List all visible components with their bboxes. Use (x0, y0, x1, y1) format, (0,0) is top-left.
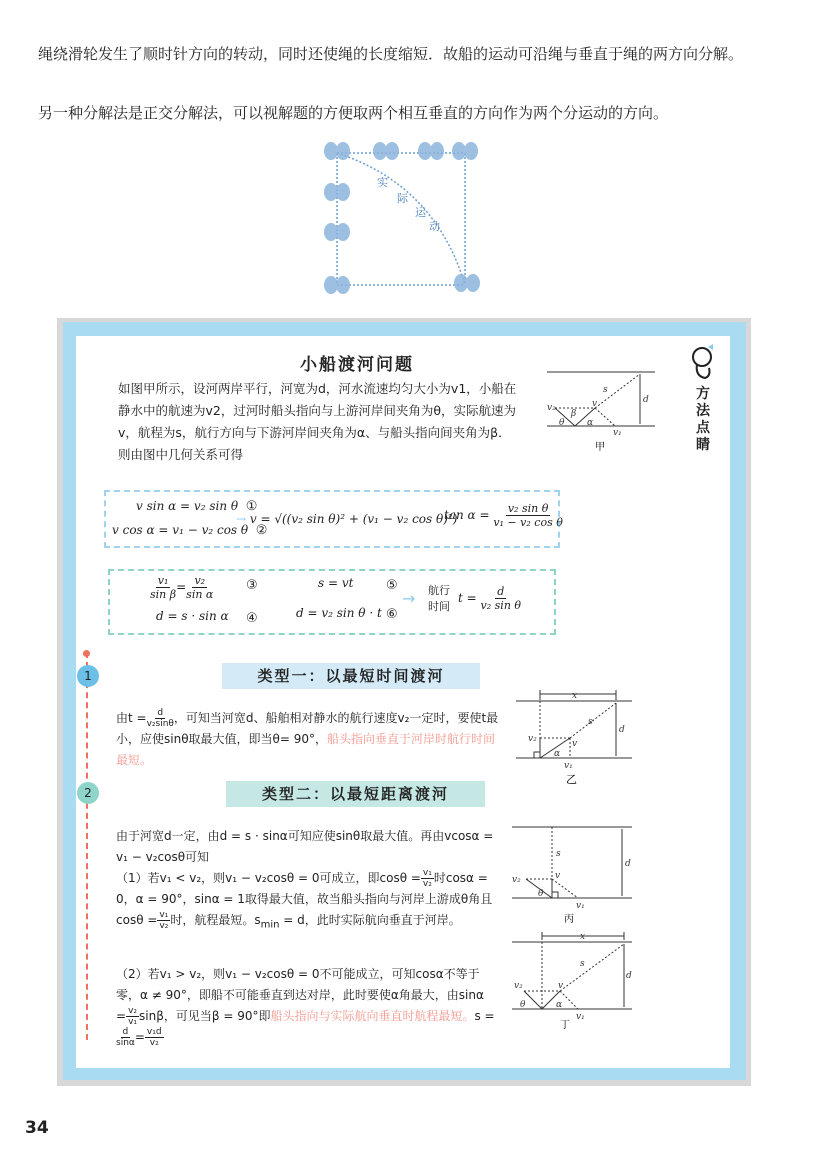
mascot-icon (689, 342, 717, 382)
butterfly-motion-diagram (315, 135, 495, 305)
arrow-icon: → (402, 589, 416, 608)
label-alpha: α (554, 749, 561, 759)
subscript: min (260, 919, 280, 931)
label-alpha: α (587, 418, 594, 428)
figure-yi (512, 686, 638, 786)
equation-number: ④ (246, 611, 258, 626)
equation-4: d = s · sin α (156, 609, 229, 623)
side-label-char: 点 (696, 420, 710, 436)
frac-num: v₂ (128, 1006, 137, 1016)
t-lhs: t = (458, 591, 477, 605)
section-number-2: 2 (77, 782, 99, 804)
frac-num: v₁ (159, 910, 169, 920)
label-x: x (572, 691, 578, 701)
type2-paragraph-1: 由于河宽d一定，由d = s · sinα可知应使sinθ取最大值。再由vcosα = v₁ − v₂cosθ可知 (116, 829, 494, 864)
section-number-1: 1 (77, 665, 99, 687)
tan-numerator: v₂ sin θ (507, 502, 549, 515)
equation-2: v cos α = v₁ − v₂ cos θ (112, 523, 249, 537)
page-number: 34 (25, 1118, 49, 1138)
side-label-char: 方 (696, 386, 710, 402)
label-v2: v₂ (514, 981, 523, 991)
frac-num: v₁ (422, 868, 432, 878)
label-s: s (556, 849, 561, 859)
type2-heading: 类型二：以最短距离渡河 (226, 781, 485, 807)
equation-number: ⑥ (386, 607, 398, 622)
type2-paragraph-2 (116, 868, 496, 935)
motion-label: 动 (429, 220, 440, 233)
label-d: d (619, 725, 625, 735)
time-label: 航行 (428, 584, 450, 597)
label-v1: v₁ (576, 1012, 585, 1022)
label-alpha: α (556, 1000, 563, 1010)
formula-box-2 (108, 569, 556, 635)
highlight-text: 船头指向垂直于河岸时航行时间最短。 (116, 732, 496, 767)
butterfly-icons (324, 142, 480, 294)
frac-den: v₂ (149, 1038, 159, 1048)
label-v1: v₁ (613, 428, 622, 438)
intro-paragraph-2: 另一种分解法是正交分解法，可以视解题的方便取两个相互垂直的方向作为两个分运动的方向。 (38, 104, 669, 122)
motion-label: 实 (377, 176, 388, 189)
text: sinβ，可见当β = 90°即 (139, 1009, 271, 1023)
card-title: 小船渡河问题 (300, 355, 414, 375)
figure-caption: 乙 (566, 773, 577, 786)
label-theta: θ (520, 1000, 526, 1010)
label-theta: θ (538, 889, 544, 899)
figure-bing (508, 822, 638, 924)
label-d: d (626, 971, 632, 981)
label-v2: v₂ (547, 403, 556, 413)
equation-5: s = vt (318, 576, 354, 590)
eq3-den: sin α (186, 588, 214, 601)
figure-caption: 甲 (595, 442, 605, 453)
eq3-equals: = (176, 580, 187, 594)
label-v: v (592, 399, 598, 409)
equation-number: ③ (246, 578, 258, 593)
text: = (134, 1030, 145, 1044)
frac-den: sinα (116, 1038, 135, 1048)
label-v: v (555, 871, 561, 881)
motion-label: 际 (397, 192, 408, 205)
highlight-text: 船头指向与实际航向垂直时航程最短。 (270, 1009, 475, 1023)
intro-text: 如图甲所示，设河两岸平行，河宽为d，河水流速均匀大小为v1，小船在静水中的航速为v2，过河时船头指向与上游河岸间夹角为θ，实际航速为v，航程为s，航行方向与下游河岸间夹角为α、与船头指向间夹角为β．则由图中几何关系可得 (118, 381, 517, 462)
label-theta: θ (559, 418, 565, 428)
equation-number: ② (255, 523, 268, 538)
label-v: v (572, 739, 578, 749)
tan-lhs: tan α = (444, 508, 490, 522)
frac-den: v₂ (159, 921, 169, 931)
t-num: d (497, 585, 505, 598)
tan-denominator: v₁ − v₂ cos θ (493, 516, 563, 529)
figure-ding (508, 930, 638, 1030)
label-s: s (580, 959, 585, 969)
label-s: s (603, 385, 608, 395)
type1-heading: 类型一：以最短时间渡河 (222, 663, 480, 689)
label-v: v (558, 981, 564, 991)
label-v2: v₂ (512, 875, 521, 885)
text: ，可知当河宽d、船舶相对静水的航行速度v₂一定时，要使t最小，应使sinθ取最大值，即当θ= 90°， (116, 711, 499, 746)
type2-paragraph-3 (116, 964, 496, 1048)
frac-num: d (157, 708, 164, 718)
formula-box-1 (104, 490, 563, 548)
equation-number: ⑤ (386, 578, 398, 593)
label-x: x (580, 932, 586, 942)
frac-num: d (122, 1027, 129, 1037)
intro-paragraph-1: 绳绕滑轮发生了顺时针方向的转动，同时还使绳的长度缩短．故船的运动可沿绳与垂直于绳的两方向分解。 (38, 45, 744, 63)
side-label-char: 睛 (696, 437, 710, 453)
equation-6: d = v₂ sin θ · t (296, 606, 382, 620)
method-tip-badge (688, 342, 718, 454)
frac-num: v₁d (146, 1027, 162, 1037)
frac-den: v₂sinθ (146, 719, 174, 729)
figure-caption: 丙 (564, 914, 574, 924)
figure-jia (545, 362, 665, 454)
motion-label: 运 (415, 206, 426, 219)
eq3-num: v₂ (194, 574, 206, 587)
side-label-char: 法 (696, 403, 710, 419)
equation-number: ① (245, 499, 258, 514)
label-d: d (643, 395, 649, 405)
label-d: d (625, 859, 631, 869)
figure-caption: 丁 (560, 1020, 570, 1030)
time-label: 时间 (428, 600, 450, 613)
label-beta: β (571, 409, 577, 419)
frac-den: v₁ (128, 1017, 137, 1027)
label-v1: v₁ (564, 761, 573, 771)
text: 时cosα = 0，α = 90°，sinα = 1取得最大值，故当船头指向与河岸上游成θ角且cosθ = (116, 871, 493, 927)
timeline (86, 652, 88, 1040)
text: 时，航程最短。s (170, 913, 261, 927)
t-den: v₂ sin θ (480, 599, 522, 612)
type1-text (116, 708, 506, 771)
arrow-icon: → (236, 512, 247, 526)
eq3-den: sin β (150, 588, 177, 601)
frac-den: v₂ (422, 879, 432, 889)
text: 由t = (116, 711, 147, 725)
label-s: s (588, 717, 593, 727)
timeline-dot (83, 650, 90, 657)
equation-1: v sin α = v₂ sin θ (136, 499, 239, 513)
text: （2）若v₁ > v₂，则v₁ − v₂cosθ = 0不可能成立，可知cosα不等于零，α ≠ 90°，即船不可能垂直到达对岸，此时要使α角最大，由sinα = (116, 967, 484, 1023)
label-v1: v₁ (576, 901, 585, 911)
text: s = (474, 1009, 495, 1023)
eq3-num: v₁ (157, 574, 169, 587)
text: = d，此时实际航向垂直于河岸。 (279, 913, 461, 927)
label-v2: v₂ (528, 734, 537, 744)
text: （1）若v₁ < v₂，则v₁ − v₂cosθ = 0可成立，即cosθ = (116, 871, 421, 885)
equation-v: v = √((v₂ sin θ)² + (v₁ − v₂ cos θ)²) (249, 512, 458, 526)
